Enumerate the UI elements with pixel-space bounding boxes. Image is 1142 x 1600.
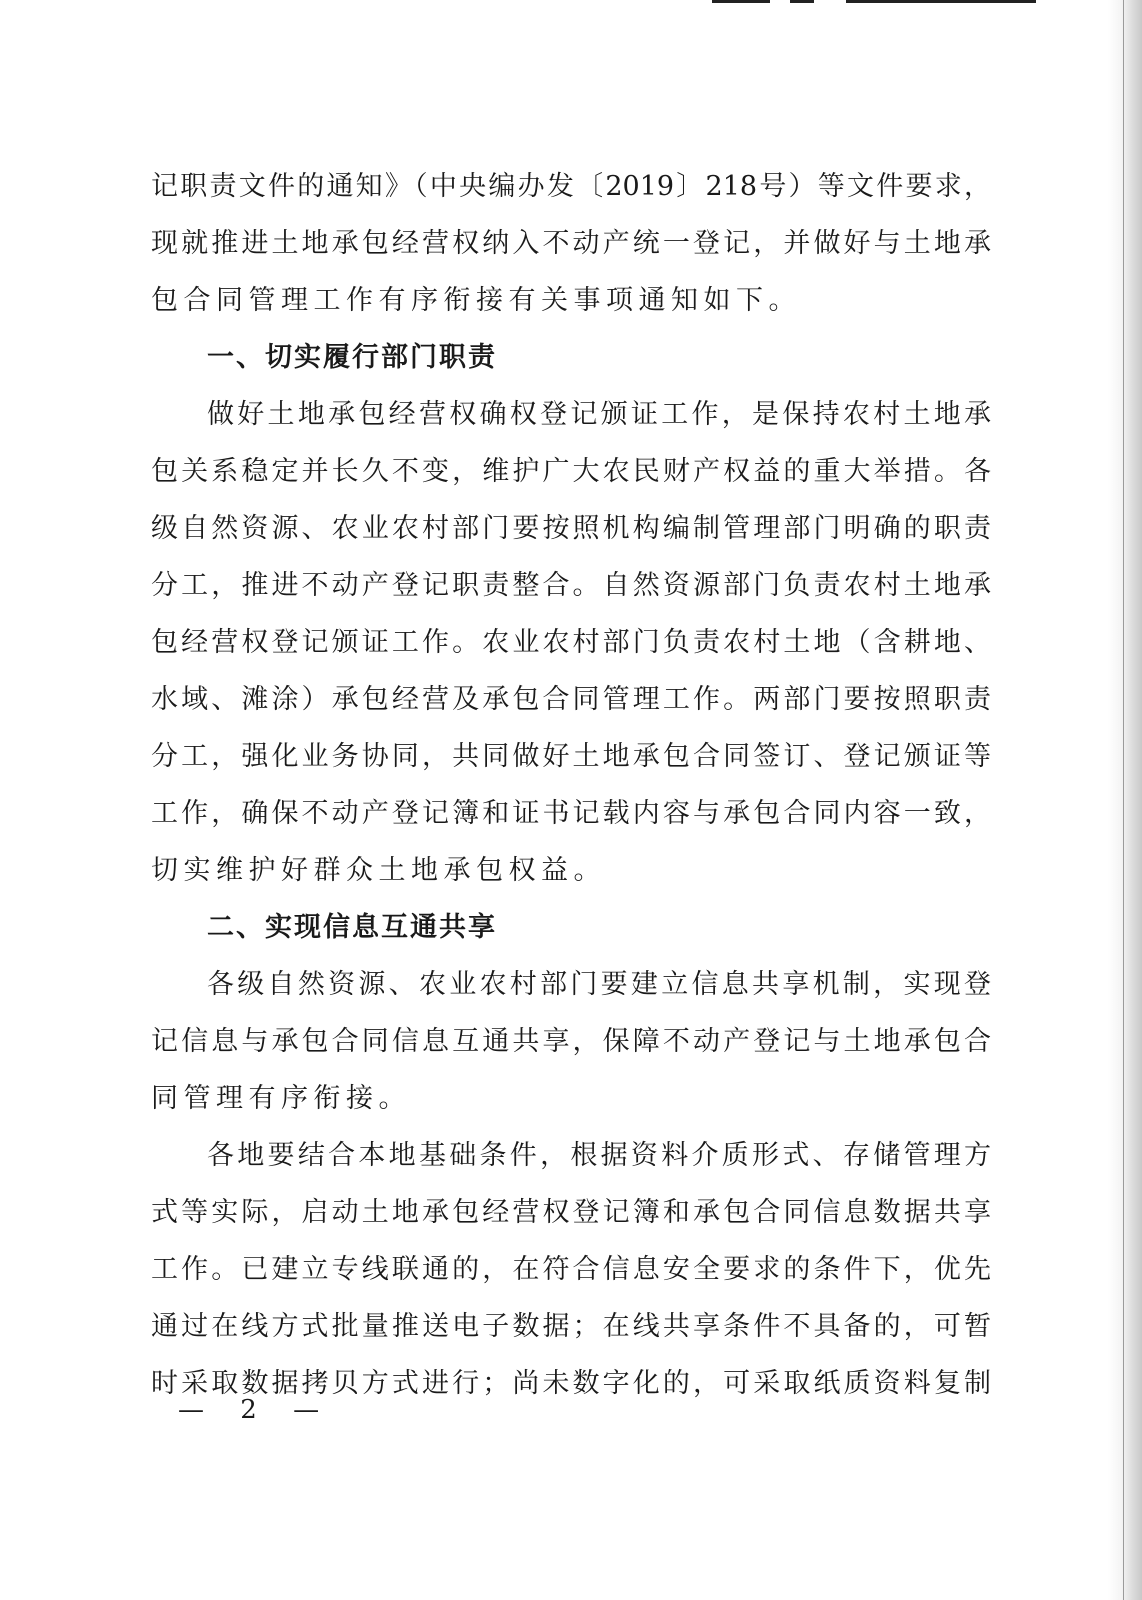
section2-paragraph-1 xyxy=(151,956,991,1127)
intro-paragraph xyxy=(151,158,991,329)
text-line: 包合同管理工作有序衔接有关事项通知如下。 xyxy=(151,285,801,316)
section-heading: 二、实现信息互通共享 xyxy=(207,912,497,943)
text-line: 同管理有序衔接。 xyxy=(151,1083,411,1114)
text-line: 各级自然资源、农业农村部门要建立信息共享机制，实现登 xyxy=(207,969,991,1000)
text-line: 记信息与承包合同信息互通共享，保障不动产登记与土地承包合 xyxy=(151,1026,991,1057)
scan-edge-line xyxy=(1123,0,1124,1600)
scan-mark xyxy=(790,0,814,3)
text-line: 记职责文件的通知》（中央编办发〔2019〕218号）等文件要求， xyxy=(151,171,991,202)
text-line: 各地要结合本地基础条件，根据资料介质形式、存储管理方 xyxy=(207,1140,991,1171)
text-line: 现就推进土地承包经营权纳入不动产统一登记，并做好与土地承 xyxy=(151,228,991,259)
text-line: 分工，推进不动产登记职责整合。自然资源部门负责农村土地承 xyxy=(151,570,991,601)
document-body xyxy=(151,158,991,1412)
text-line: 工作。已建立专线联通的，在符合信息安全要求的条件下，优先 xyxy=(151,1254,991,1285)
text-line: 时采取数据拷贝方式进行；尚未数字化的，可采取纸质资料复制 xyxy=(151,1368,991,1399)
text-line: 包关系稳定并长久不变，维护广大农民财产权益的重大举措。各 xyxy=(151,456,991,487)
scan-edge-shadow xyxy=(1108,0,1142,1600)
text-line: 式等实际，启动土地承包经营权登记簿和承包合同信息数据共享 xyxy=(151,1197,991,1228)
text-line: 做好土地承包经营权确权登记颁证工作，是保持农村土地承 xyxy=(207,399,991,430)
section2-paragraph-2 xyxy=(151,1127,991,1412)
scan-mark xyxy=(712,0,770,3)
section-heading: 一、切实履行部门职责 xyxy=(207,342,497,373)
text-line: 水域、滩涂）承包经营及承包合同管理工作。两部门要按照职责 xyxy=(151,684,991,715)
text-line: 级自然资源、农业农村部门要按照机构编制管理部门明确的职责 xyxy=(151,513,991,544)
text-line: 切实维护好群众土地承包权益。 xyxy=(151,855,606,886)
section1-paragraph xyxy=(151,386,991,899)
scan-mark xyxy=(846,0,1036,3)
text-line: 包经营权登记颁证工作。农业农村部门负责农村土地（含耕地、 xyxy=(151,627,991,658)
text-line: 通过在线方式批量推送电子数据；在线共享条件不具备的，可暂 xyxy=(151,1311,991,1342)
text-line: 工作，确保不动产登记簿和证书记载内容与承包合同内容一致， xyxy=(151,798,991,829)
text-line: 分工，强化业务协同，共同做好土地承包合同签订、登记颁证等 xyxy=(151,741,991,772)
page-number: — 2 — xyxy=(178,1395,334,1425)
